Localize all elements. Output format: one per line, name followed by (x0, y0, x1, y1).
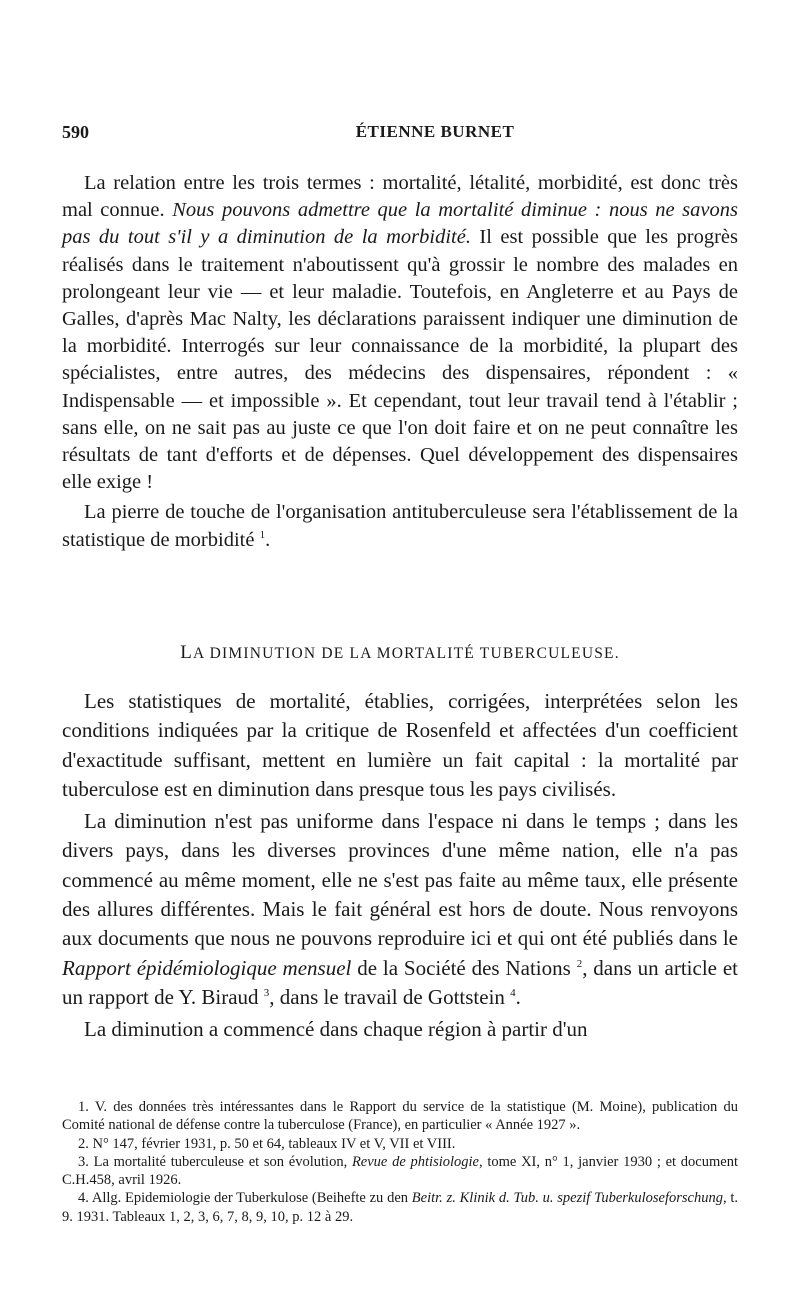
footnote-text: 4. Allg. Epidemiologie der Tuberkulose (Beihefte zu den (78, 1190, 412, 1207)
footnote-text: , tome XI, n° 1, janvier 1930 ; et document C.H.458, avril 1926. (62, 1153, 738, 1189)
paragraph-text: . (265, 528, 271, 551)
footnotes (62, 1098, 738, 1226)
text-block-main (62, 687, 738, 1045)
paragraph-text: , dans le travail de Gottstein (269, 984, 505, 1009)
paragraph-text: La relation entre les trois termes : mortalité, létalité, morbidité, est donc très mal connue. (62, 172, 738, 222)
paragraph-text: La pierre de touche de l'organisation antituberculeuse sera l'établissement de la statistique de morbidité (62, 501, 738, 551)
footnote: 1. V. des données très intéressantes dans le Rapport du service de la statistique (M. Moine), publication du Comité national de défense contre la tuberculose (France), en particulier « Année 1927 ». (62, 1099, 738, 1134)
footnote-text: , t. 9. 1931. Tableaux 1, 2, 3, 6, 7, 8, 9, 10, p. 12 à 29. (62, 1190, 739, 1225)
paragraph: Les statistiques de mortalité, établies, corrigées, interprétées selon les conditions indiquées par la critique de Rosenfeld et affectées d'un coefficient d'exactitude suffisant, mettent en lumière un fait capital : la mortalité par tuberculose est en diminution dans presque tous les pays civilisés. (62, 689, 738, 801)
footnote-italic: Beitr. z. Klinik d. Tub. u. spezif Tuberkuloseforschung (411, 1190, 723, 1207)
running-title: ÉTIENNE BURNET (355, 122, 515, 141)
paragraph (62, 170, 738, 496)
heading-text: A DIMINUTION DE LA MORTALITÉ TUBERCULEUSE. (193, 645, 620, 662)
italic-text: Nous pouvons admettre que la mortalité diminue : nous ne savons pas du tout s'il y a diminution de la morbidité. (62, 199, 738, 249)
paragraph (62, 499, 738, 553)
paragraph-text: La diminution n'est pas uniforme dans l'espace ni dans le temps ; dans les divers pays, dans les diverses provinces d'une même nation, elle n'a pas commencé au même moment, elle ne s'est pas faite au même taux, elle présente des allures différentes. Mais le fait général est hors de doute. Nous renvoyons aux documents que nous ne pouvons reproduire ici et qui ont été publiés dans le (62, 809, 738, 951)
paragraph (62, 807, 738, 1012)
paragraph: La diminution a commencé dans chaque région à partir d'un (84, 1017, 588, 1042)
running-head (62, 122, 738, 146)
paragraph-text: . (515, 984, 521, 1009)
paragraph-text: , dans un article et un rapport de Y. Biraud (62, 955, 739, 1009)
section-heading (62, 642, 738, 664)
text-block-top (62, 170, 738, 554)
paragraph-text: de la Société des Nations (351, 955, 571, 980)
heading-initial: L (180, 642, 193, 663)
footnote-text: 3. La mortalité tuberculeuse et son évolution, (78, 1153, 352, 1170)
page-number: 590 (62, 122, 89, 142)
footnote-ref: 4 (510, 986, 516, 999)
paragraph-text: Il est possible que les progrès réalisés dans le traitement n'aboutissent qu'à grossir le nombre des malades en prolongeant leur vie — et leur maladie. Toutefois, en Angleterre et au Pays de Galles, d'après Mac Nalty, les déclarations paraissent indiquer une diminution de la morbidité. Interrogés sur leur connaissance de la morbidité, la plupart des spécialistes, entre autres, des médecins des dispensaires, répondent : « Indispensable — et impossible ». Et cependant, tout leur travail tend à l'établir ; sans elle, on ne sait pas au juste ce que l'on doit faire et on ne peut connaître les résultats de tant d'efforts et de dépenses. Quel développement des dispensaires elle exige ! (62, 226, 738, 494)
footnote: 2. N° 147, février 1931, p. 50 et 64, tableaux IV et V, VII et VIII. (78, 1135, 456, 1152)
footnote (62, 1153, 738, 1190)
footnote-ref: 2 (576, 957, 583, 970)
footnote-ref: 3 (263, 986, 270, 999)
italic-text: Rapport épidémiologique mensuel (62, 955, 352, 980)
footnote-italic: Revue de phtisiologie (351, 1153, 479, 1170)
footnote (62, 1189, 738, 1226)
footnote-ref: 1 (259, 528, 266, 541)
